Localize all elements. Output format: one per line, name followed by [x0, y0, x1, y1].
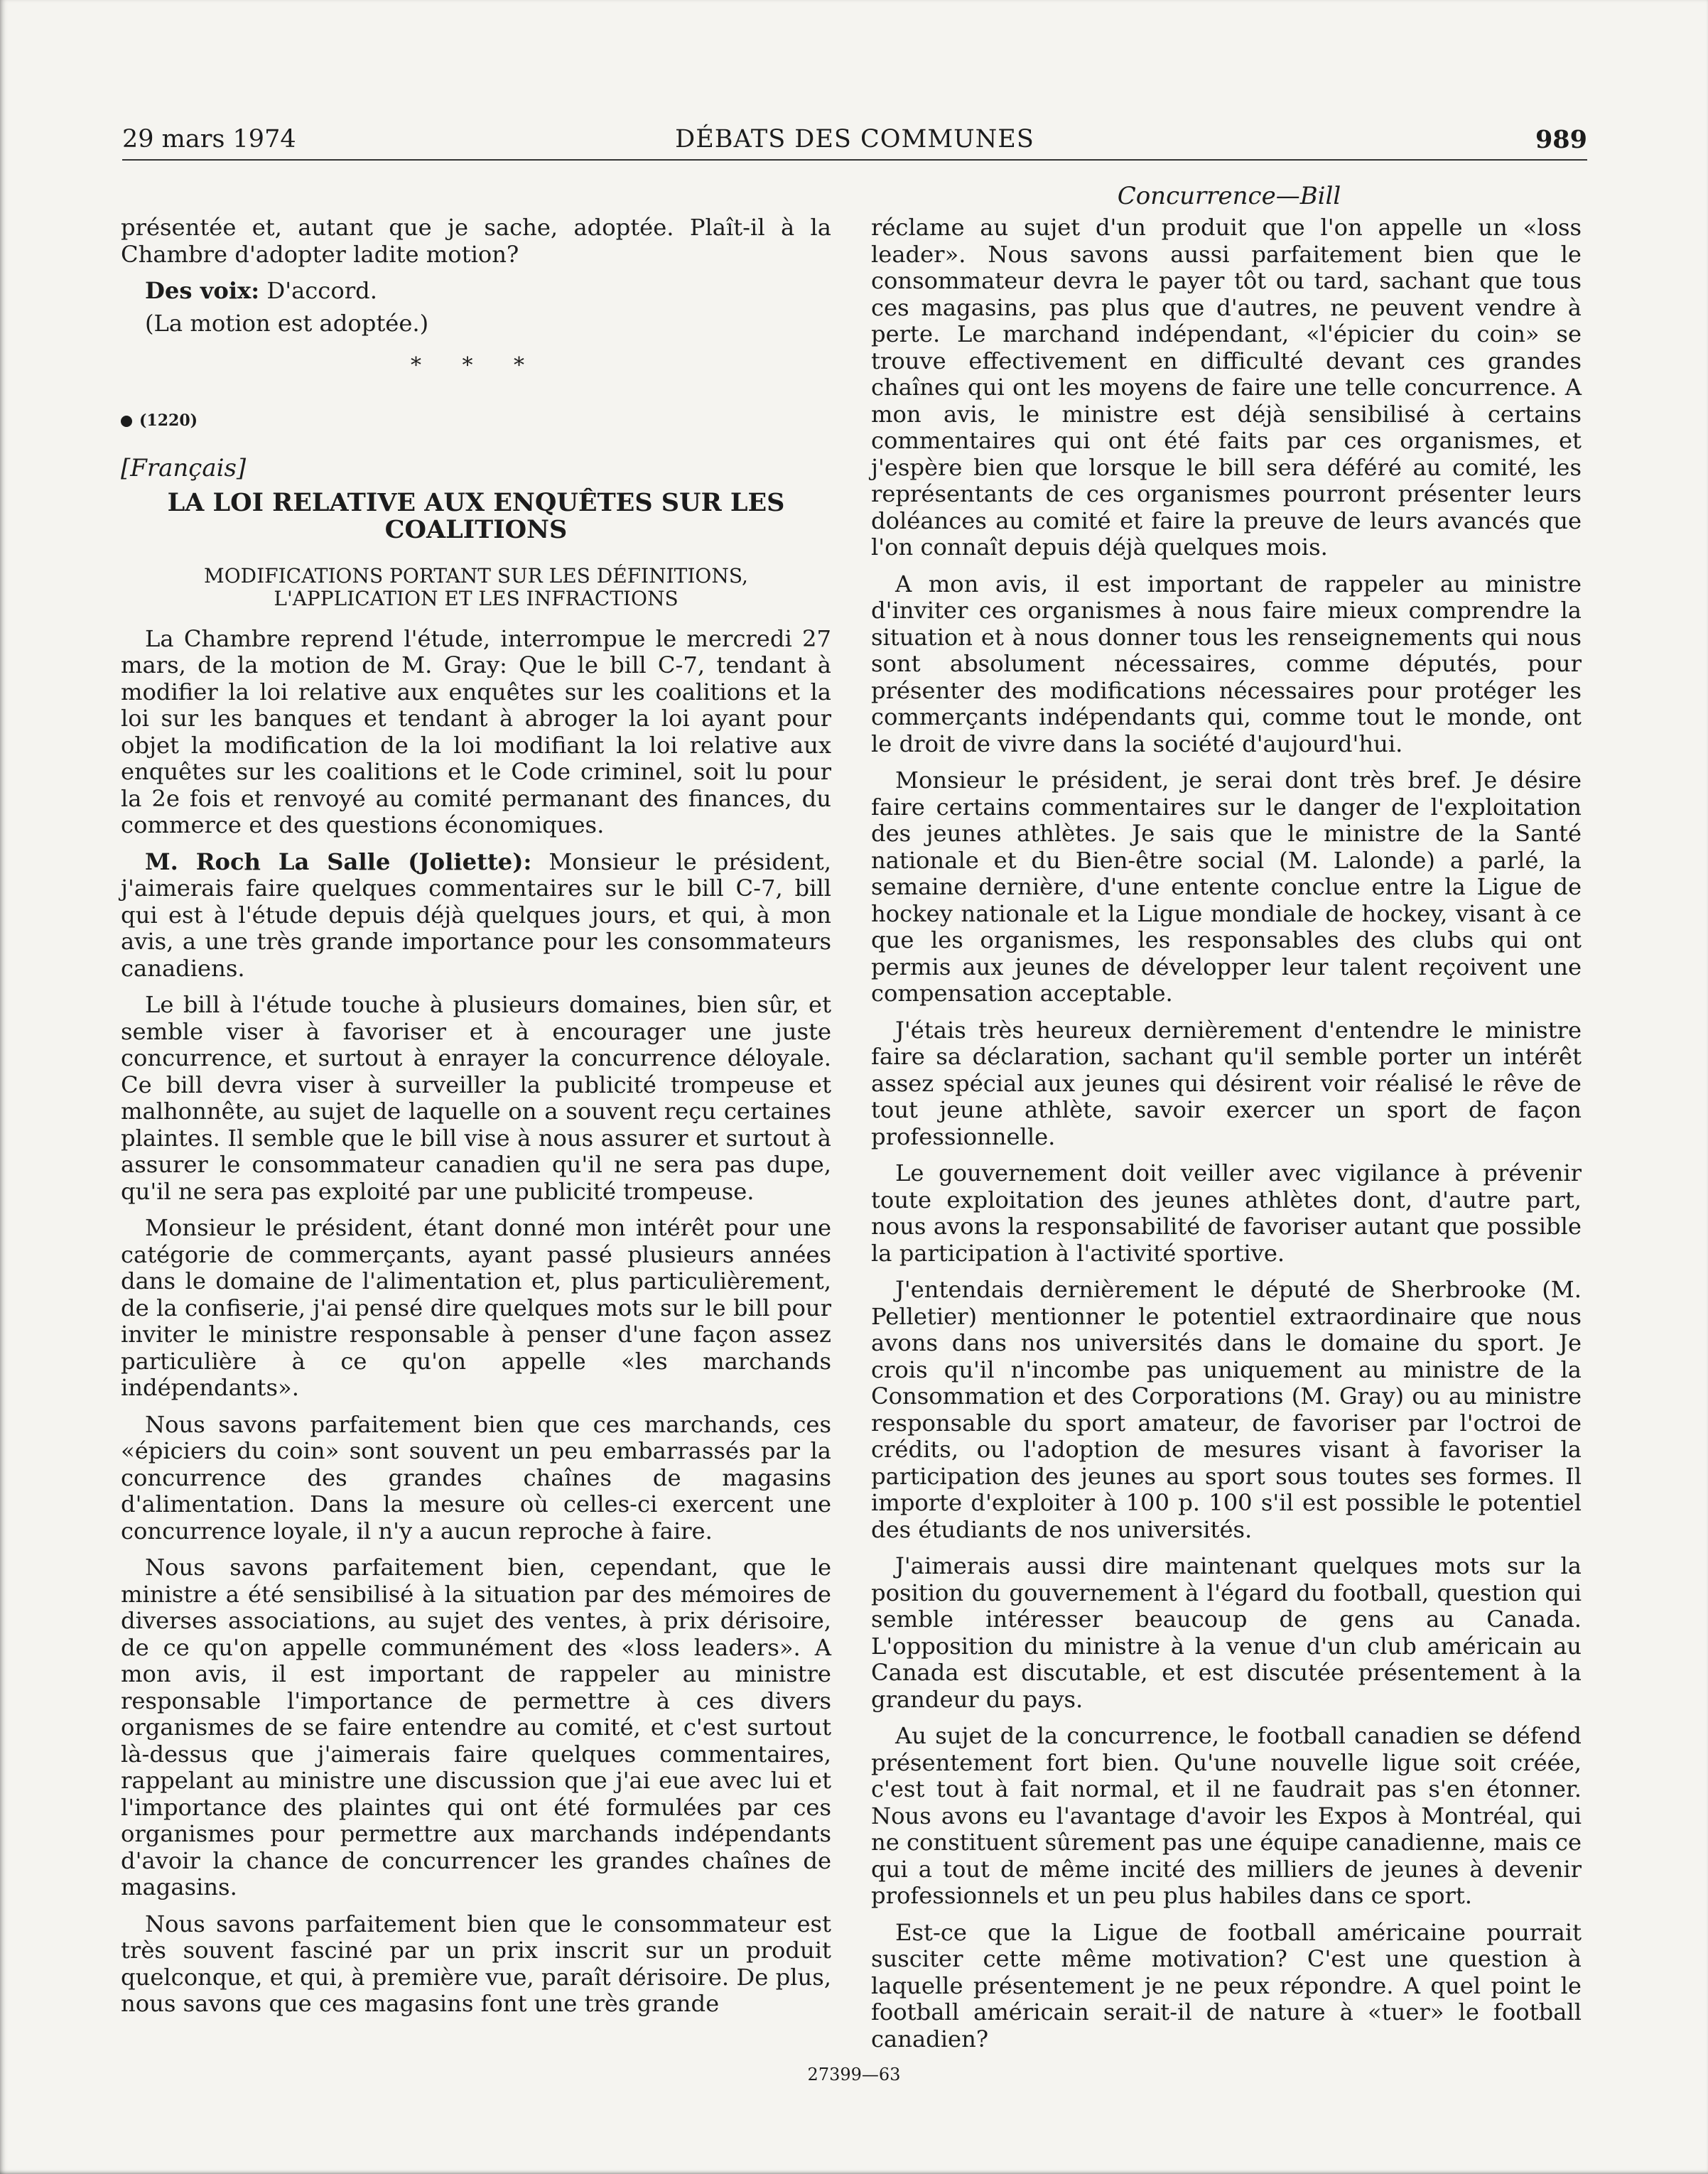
paragraph: J'étais très heureux dernièrement d'entendre le ministre faire sa déclaration, sachant qu'il semble porter un intérêt assez spécial aux jeunes qui désirent voir réalisé le rêve de tout jeune athlète, savoir exercer un sport de façon professionnelle. [871, 1016, 1582, 1150]
paragraph: Nous savons parfaitement bien, cependant, que le ministre a été sensibilisé à la situation par des mémoires de diverses associations, au sujet des ventes, à prix dérisoire, de ce qu'on appelle communément des «loss leaders». A mon avis, il est important de rappeler au ministre responsable l'importance de permettre à ces divers organismes de se faire entendre au comité, et c'est surtout là-dessus que j'aimerais faire quelques commentaires, rappelant au ministre une discussion que j'ai eue avec lui et l'importance des plaintes qui ont été formulées par ces organismes pour permettre aux marchands indépendants d'avoir la chance de concurrencer les grandes chaînes de magasins. [121, 1554, 831, 1900]
timestamp-text: (1220) [139, 411, 198, 430]
paragraph: Monsieur le président, je serai dont très bref. Je désire faire certains commentaires sur le danger de l'exploitation des jeunes athlètes. Je sais que le ministre de la Santé nationale et du Bien-être social (M. Lalonde) a parlé, la semaine dernière, d'une entente conclue entre la Ligue de hockey nationale et la Ligue mondiale de hockey, visant à ce que les organismes, les responsables des clubs qui ont permis aux jeunes de développer leur talent reçoivent une compensation acceptable. [871, 767, 1582, 1007]
paragraph: Est-ce que la Ligue de football américaine pourrait susciter cette même motivation? C'est une question à laquelle présentement je ne peux répondre. A quel point le football américain serait-il de nature à «tuer» le football canadien? [871, 1918, 1582, 2053]
header-title: DÉBATS DES COMMUNES [675, 125, 1034, 153]
right-column [871, 215, 1582, 2062]
paragraph: J'aimerais aussi dire maintenant quelques mots sur la position du gouvernement à l'égard du football, question qui semble intéresser beaucoup de gens au Canada. L'opposition du ministre à la venue d'un club américain au Canada est discutable, et est discutée présentement à la grandeur du pays. [871, 1552, 1582, 1713]
page-number: 989 [1535, 125, 1587, 154]
folio: 27399—63 [807, 2065, 901, 2084]
resume-paragraph: La Chambre reprend l'étude, interrompue le mercredi 27 mars, de la motion de M. Gray: Que le bill C-7, tendant à modifier la loi relative aux enquêtes sur les coalitions et la loi sur les banques et tendant à abroger la loi ayant pour objet la modification de la loi modifiant la loi relative aux enquêtes sur les coalitions et le Code criminel, soit lu pour la 2e fois et renvoyé au comité permanant des finances, du commerce et des questions économiques. [121, 624, 831, 838]
paragraph: Nous savons parfaitement bien que le consommateur est très souvent fasciné par un prix inscrit sur un produit quelconque, et qui, à première vue, paraît dérisoire. De plus, nous savons que ces magasins font une très grande [121, 1910, 831, 2017]
motion-adopted: (La motion est adoptée.) [145, 309, 429, 337]
bullet-icon [121, 416, 132, 427]
header-date: 29 mars 1974 [122, 125, 296, 153]
section-title: LA LOI RELATIVE AUX ENQUÊTES SUR LES COALITIONS [167, 487, 785, 544]
voices-text: D'accord. [259, 277, 377, 304]
paragraph: A mon avis, il est important de rappeler au ministre d'inviter ces organismes à nous faire mieux comprendre la situation et à nous donner tous les renseignements qui nous sont absolument nécessaires, comme députés, pour présenter des modifications nécessaires pour protéger les commerçants indépendants qui, comme tout le monde, ont le droit de vivre dans la société d'aujourd'hui. [871, 570, 1582, 757]
timestamp [121, 408, 831, 435]
paragraph: Au sujet de la concurrence, le football canadien se défend présentement fort bien. Qu'une nouvelle ligue soit créée, c'est tout à fait normal, et il ne faudrait pas s'en étonner. Nous avons eu l'avantage d'avoir les Expos à Montréal, qui ne constituent sûrement pas une équipe canadienne, mais ce qui a tout de même incité des milliers de jeunes à devenir professionnels et un peu plus habiles dans ce sport. [871, 1722, 1582, 1909]
paragraph: Le gouvernement doit veiller avec vigilance à prévenir toute exploitation des jeunes athlètes dont, d'autre part, nous avons la responsabilité de favoriser autant que possible la participation à l'activité sportive. [871, 1159, 1582, 1267]
language-marker: [Français] [121, 454, 247, 482]
voices-line [145, 278, 831, 305]
page-header [122, 125, 1587, 161]
paragraph: J'entendais dernièrement le député de Sherbrooke (M. Pelletier) mentionner le potentiel extraordinaire que nous avons dans nos universités dans le domaine du sport. Je crois qu'il n'incombe pas uniquement au ministre de la Consommation et des Corporations (M. Gray) ou au ministre responsable du sport amateur, de favoriser par l'octroi de crédits, ou l'adoption de mesures visant à favoriser la participation des jeunes au sport sous toutes ses formes. Il importe d'exploiter à 100 p. 100 s'il est possible le potentiel des étudiants de nos universités. [871, 1276, 1582, 1543]
paragraph: Nous savons parfaitement bien que ces marchands, ces «épiciers du coin» sont souvent un peu embarrassés par la concurrence des grandes chaînes de magasins d'alimentation. Dans la mesure où celles-ci exercent une concurrence loyale, il n'y a aucun reproche à faire. [121, 1410, 831, 1545]
voices-speaker: Des voix: [145, 277, 260, 304]
speaker-name: M. Roch La Salle (Joliette): [145, 848, 532, 875]
lasalle-paragraph [121, 849, 831, 983]
section-separator: * * * [410, 353, 542, 378]
speech-text: Monsieur le président, j'aimerais faire quelques commentaires sur le bill C-7, bill qui est à l'étude depuis déjà quelques jours, et qui, à mon avis, a une très grande importance pour les consommateurs canadiens. [121, 848, 831, 982]
paragraph: Monsieur le président, étant donné mon intérêt pour une catégorie de commerçants, ayant passé plusieurs années dans le domaine de l'alimentation et, plus particulièrement, de la confiserie, j'ai pensé dire quelques mots sur le bill pour inviter le ministre responsable à penser d'une façon assez particulière à ce qu'on appelle «les marchands indépendants». [121, 1214, 831, 1401]
section-subtitle: MODIFICATIONS PORTANT SUR LES DÉFINITIONS, L'APPLICATION ET LES INFRACTIONS [204, 563, 748, 610]
paragraph: réclame au sujet d'un produit que l'on appelle un «loss leader». Nous savons aussi parfaitement bien que le consommateur devra le payer tôt ou tard, sachant que tous ces magasins, pas plus que d'autres, ne peuvent vendre à perte. Le marchand indépendant, «l'épicier du coin» se trouve effectivement en difficulté devant ces grandes chaînes qui ont les moyens de faire une telle concurrence. A mon avis, le ministre est déjà sensibilisé à certains commentaires qui ont été faits par ces organismes, et j'espère bien que lorsque le bill sera déféré au comité, les représentants de ces organismes pourront présenter leurs doléances au comité et faire la preuve de leurs avancés que l'on connaît depuis déjà quelques mois. [871, 214, 1582, 561]
continued-paragraph: présentée et, autant que je sache, adoptée. Plaît-il à la Chambre d'adopter ladite motion? [121, 214, 831, 268]
left-column [121, 215, 831, 2028]
paragraph: Le bill à l'étude touche à plusieurs domaines, bien sûr, et semble viser à favoriser et à encourager une juste concurrence, et surtout à enrayer la concurrence déloyale. Ce bill devra viser à surveiller la publicité trompeuse et malhonnête, au sujet de laquelle on a souvent reçu certaines plaintes. Il semble que le bill vise à nous assurer et surtout à assurer le consommateur canadien qu'il ne sera pas dupe, qu'il ne sera pas exploité par une publicité trompeuse. [121, 991, 831, 1205]
running-rubric: Concurrence—Bill [1117, 182, 1341, 210]
